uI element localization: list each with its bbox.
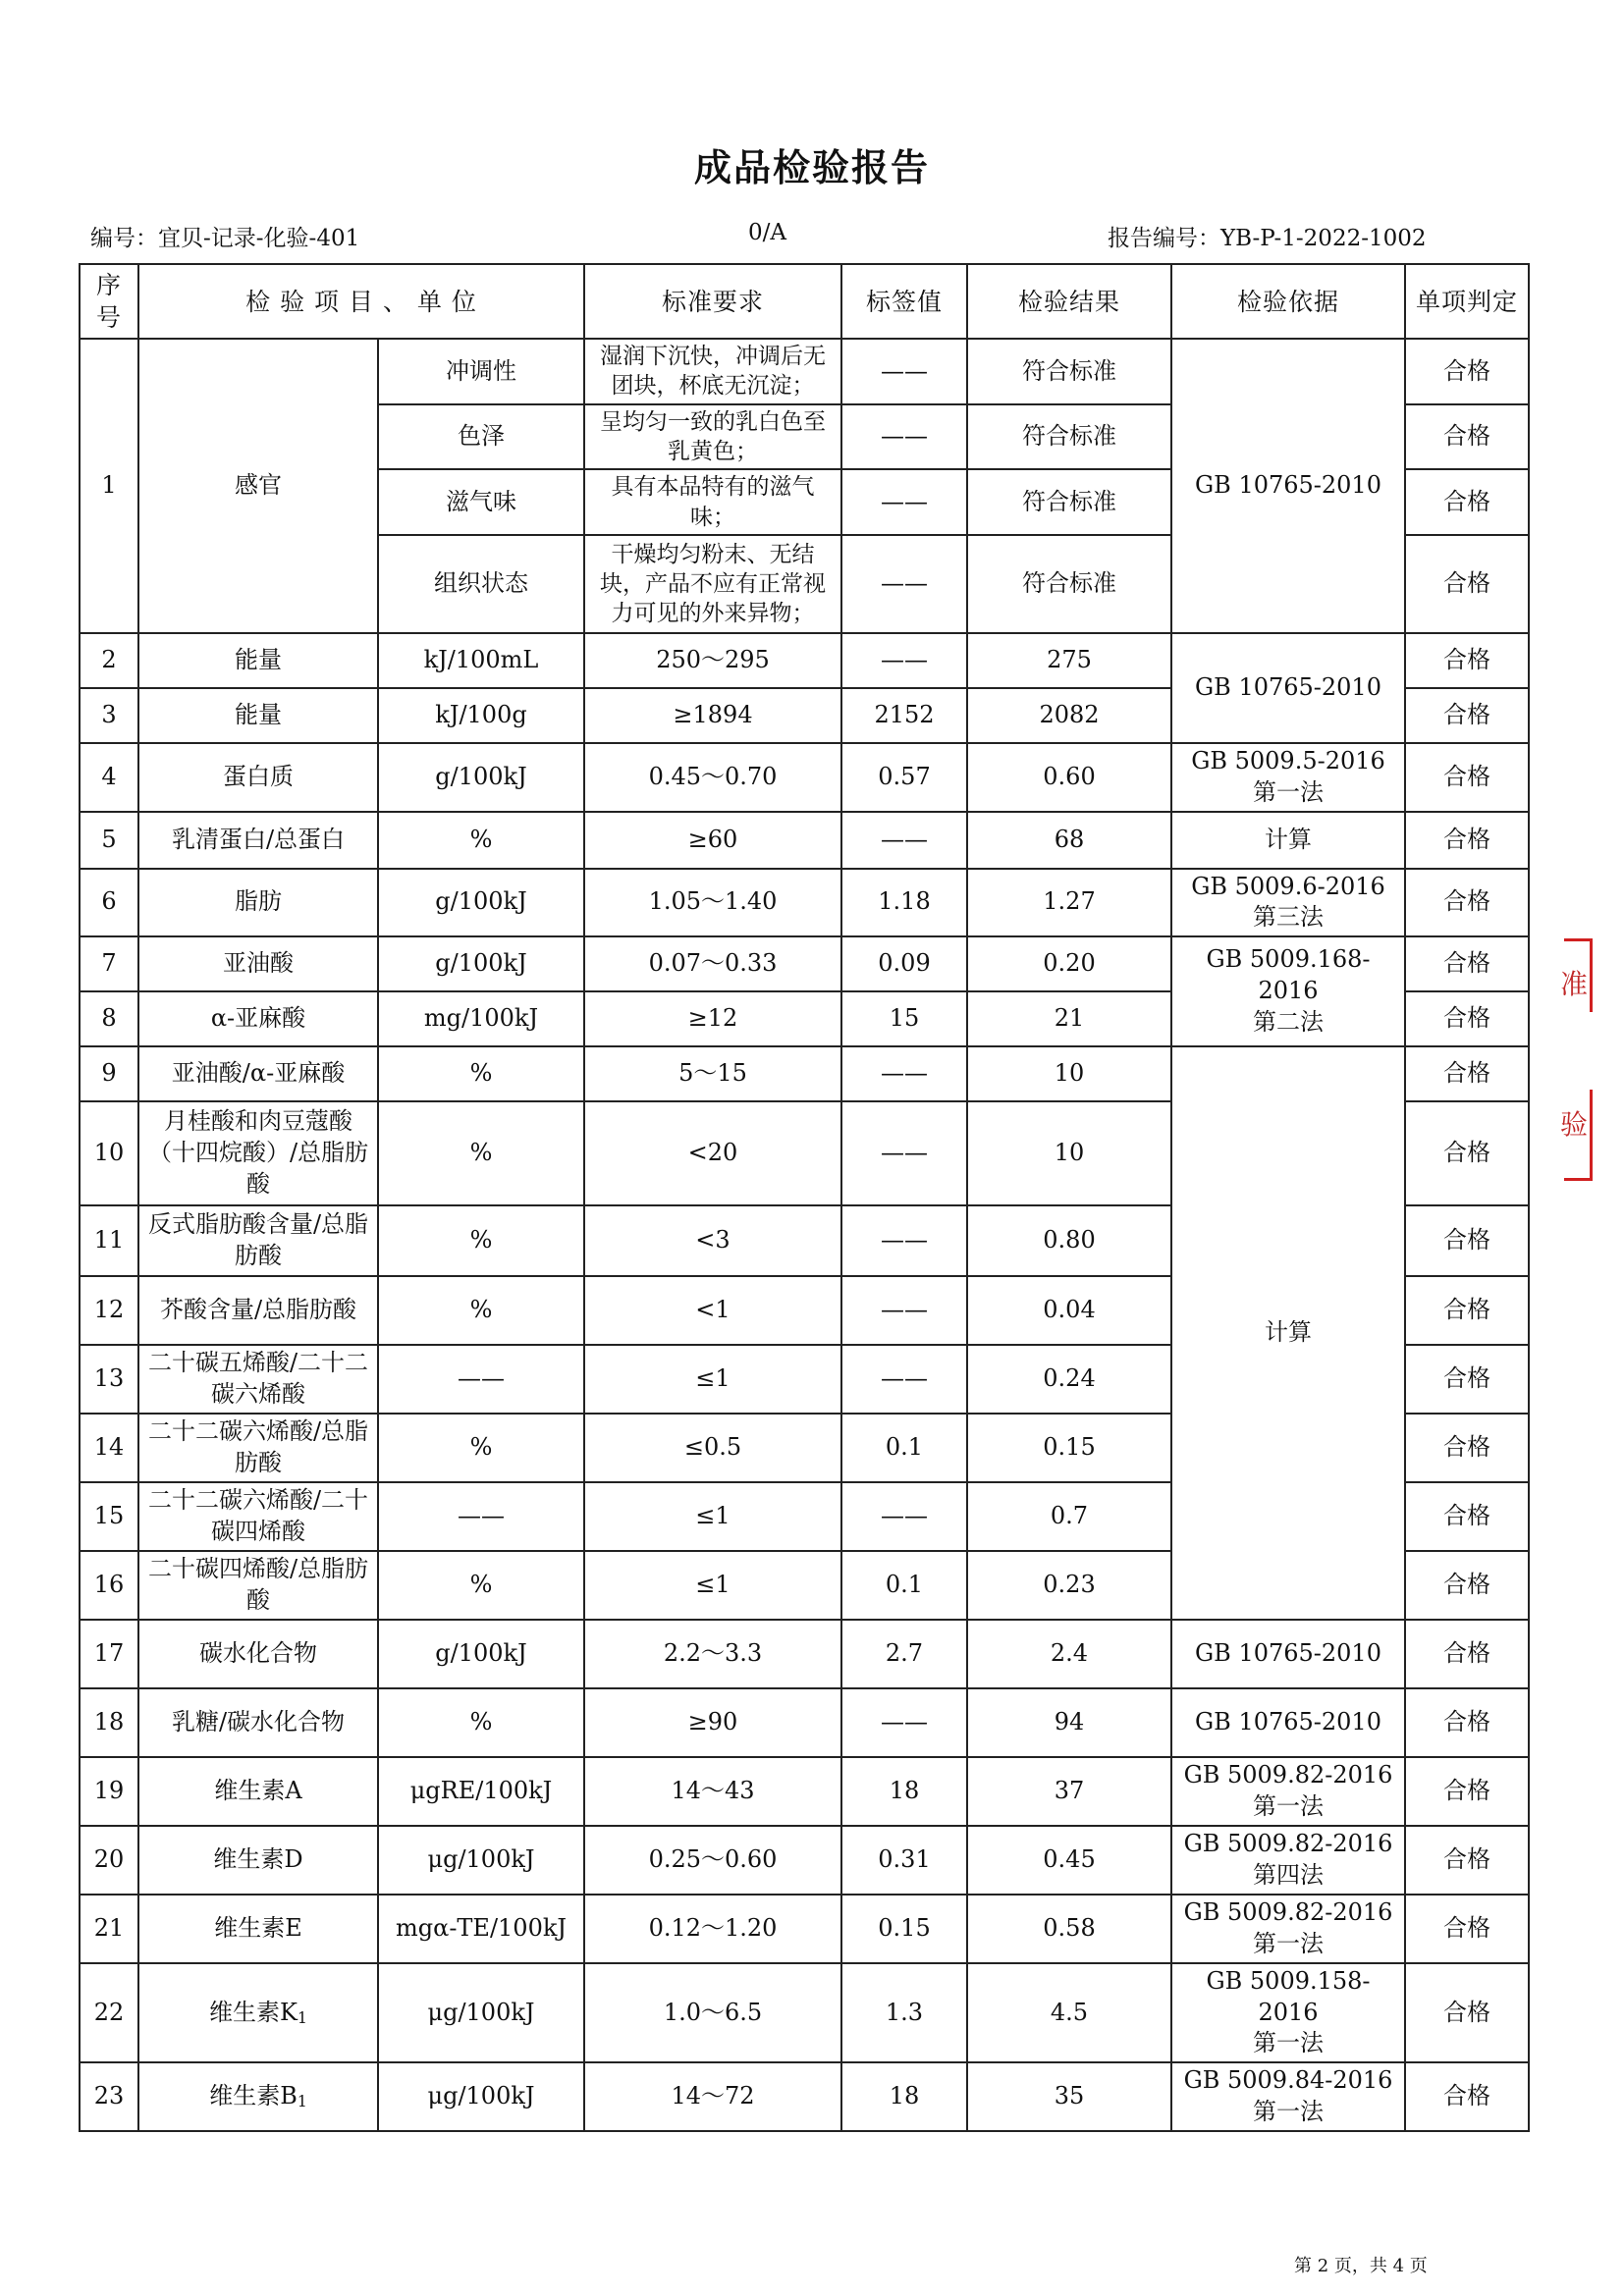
- test-basis: [1171, 936, 1405, 1046]
- label-value: 2152: [841, 688, 967, 743]
- row-seq: 1: [80, 339, 138, 633]
- unit: ——: [378, 1482, 584, 1551]
- basis-method-variant: 第三法: [1253, 903, 1324, 932]
- table-row: [80, 869, 1529, 936]
- row-seq: 17: [80, 1620, 138, 1688]
- test-result: 0.7: [967, 1482, 1171, 1551]
- test-result: 10: [967, 1046, 1171, 1101]
- header-seq: 序号: [80, 264, 138, 339]
- test-result: 35: [967, 2062, 1171, 2131]
- test-result: 符合标准: [967, 535, 1171, 633]
- table-row: [80, 1826, 1529, 1895]
- inspection-table: [79, 263, 1530, 2132]
- unit: kJ/100mL: [378, 633, 584, 688]
- test-result: 1.27: [967, 869, 1171, 936]
- unit: mgα-TE/100kJ: [378, 1895, 584, 1963]
- item-name: [138, 1414, 378, 1482]
- row-seq: 19: [80, 1757, 138, 1826]
- row-seq: 15: [80, 1482, 138, 1551]
- item-name-text: 脂肪: [235, 887, 282, 916]
- item-name-text: 亚油酸: [223, 949, 294, 977]
- test-result: 0.60: [967, 743, 1171, 811]
- judgment: 合格: [1405, 1895, 1529, 1963]
- item-name-text: α-亚麻酸: [210, 1004, 306, 1032]
- item-name-text: 能量: [235, 646, 282, 674]
- item-subscript: 1: [298, 2008, 307, 2027]
- test-result: 2.4: [967, 1620, 1171, 1688]
- label-value: ——: [841, 633, 967, 688]
- red-seal-bottom: 验: [1564, 1090, 1593, 1181]
- standard-requirement: ≥1894: [584, 688, 841, 743]
- item-name: [138, 991, 378, 1046]
- test-result: 68: [967, 812, 1171, 869]
- item-name: [138, 1205, 378, 1276]
- standard-requirement: <3: [584, 1205, 841, 1276]
- judgment: 合格: [1405, 1205, 1529, 1276]
- row-seq: 4: [80, 743, 138, 811]
- basis-method-variant: 第一法: [1253, 1791, 1324, 1820]
- unit: %: [378, 1101, 584, 1205]
- item-name: [138, 1895, 378, 1963]
- judgment: 合格: [1405, 1345, 1529, 1414]
- unit: mg/100kJ: [378, 991, 584, 1046]
- item-name-text: 碳水化合物: [199, 1639, 317, 1667]
- document-code: 编号：宜贝-记录-化验-401: [90, 226, 360, 251]
- red-seal-top: 准: [1564, 938, 1593, 1012]
- basis-method-variant: 第一法: [1253, 1929, 1324, 1957]
- unit: kJ/100g: [378, 688, 584, 743]
- standard-requirement: 1.05～1.40: [584, 869, 841, 936]
- test-basis: GB 10765-2010: [1171, 339, 1405, 633]
- item-name-text: 乳糖/碳水化合物: [171, 1708, 346, 1735]
- item-name: [138, 1963, 378, 2062]
- test-basis: GB 10765-2010: [1171, 633, 1405, 743]
- label-value: 1.3: [841, 1963, 967, 2062]
- test-result: 4.5: [967, 1963, 1171, 2062]
- row-seq: 3: [80, 688, 138, 743]
- unit: %: [378, 1276, 584, 1345]
- standard-requirement: 0.45～0.70: [584, 743, 841, 811]
- judgment: 合格: [1405, 991, 1529, 1046]
- label-value: 18: [841, 2062, 967, 2131]
- unit: g/100kJ: [378, 936, 584, 991]
- row-seq: 8: [80, 991, 138, 1046]
- judgment: 合格: [1405, 2062, 1529, 2131]
- test-basis: GB 10765-2010: [1171, 1688, 1405, 1757]
- row-seq: 6: [80, 869, 138, 936]
- judgment: 合格: [1405, 469, 1529, 535]
- item-name: [138, 1276, 378, 1345]
- test-result: 37: [967, 1757, 1171, 1826]
- test-basis: 计算: [1171, 812, 1405, 869]
- standard-requirement: 1.0～6.5: [584, 1963, 841, 2062]
- judgment: 合格: [1405, 1276, 1529, 1345]
- test-result: 0.23: [967, 1551, 1171, 1620]
- item-name-text: 蛋白质: [223, 762, 294, 790]
- sub-item-name: 组织状态: [378, 535, 584, 633]
- item-name-text: 二十碳四烯酸/总脂肪酸: [147, 1555, 369, 1614]
- item-name-text: 维生素B: [209, 2082, 298, 2110]
- label-value: ——: [841, 469, 967, 535]
- item-subscript: 1: [297, 2093, 307, 2111]
- row-seq: 7: [80, 936, 138, 991]
- page-number: 第 2 页，共 4 页: [1294, 2256, 1428, 2276]
- test-result: 0.15: [967, 1414, 1171, 1482]
- header-basis: 检验依据: [1171, 264, 1405, 339]
- basis-method: GB 5009.82-2016: [1183, 1761, 1393, 1789]
- row-seq: 21: [80, 1895, 138, 1963]
- test-result: 0.20: [967, 936, 1171, 991]
- table-row: [80, 1895, 1529, 1963]
- table-row: [80, 2062, 1529, 2131]
- sub-item-name: 冲调性: [378, 339, 584, 404]
- row-seq: 11: [80, 1205, 138, 1276]
- judgment: 合格: [1405, 1688, 1529, 1757]
- unit: g/100kJ: [378, 1620, 584, 1688]
- judgment: 合格: [1405, 869, 1529, 936]
- basis-method: GB 5009.82-2016: [1183, 1830, 1393, 1858]
- test-result: 21: [967, 991, 1171, 1046]
- row-seq: 20: [80, 1826, 138, 1895]
- standard-requirement: ≥90: [584, 1688, 841, 1757]
- table-row: [80, 1963, 1529, 2062]
- label-value: ——: [841, 339, 967, 404]
- row-seq: 14: [80, 1414, 138, 1482]
- item-name: [138, 1101, 378, 1205]
- standard-requirement: 14～72: [584, 2062, 841, 2131]
- basis-method: GB 5009.158-2016: [1206, 1966, 1371, 2026]
- test-result: 符合标准: [967, 339, 1171, 404]
- basis-method: GB 5009.82-2016: [1183, 1898, 1393, 1927]
- item-name-text: 维生素D: [213, 1845, 303, 1873]
- item-name-text: 能量: [235, 701, 282, 729]
- item-name: [138, 869, 378, 936]
- basis-method-variant: 第一法: [1253, 2029, 1324, 2057]
- item-name: [138, 1620, 378, 1688]
- basis-method: GB 5009.5-2016: [1191, 747, 1385, 775]
- test-basis: [1171, 869, 1405, 936]
- row-seq: 22: [80, 1963, 138, 2062]
- basis-method-variant: 第二法: [1253, 1007, 1324, 1036]
- test-result: 0.04: [967, 1276, 1171, 1345]
- sub-item-name: 色泽: [378, 404, 584, 470]
- item-name: [138, 1046, 378, 1101]
- standard-requirement: 0.07～0.33: [584, 936, 841, 991]
- row-seq: 23: [80, 2062, 138, 2131]
- unit: %: [378, 1205, 584, 1276]
- standard-requirement: 呈均匀一致的乳白色至乳黄色；: [584, 404, 841, 470]
- table-row: [80, 1757, 1529, 1826]
- row-seq: 2: [80, 633, 138, 688]
- table-row: [80, 1688, 1529, 1757]
- item-name: [138, 743, 378, 811]
- unit: %: [378, 1688, 584, 1757]
- item-name: [138, 633, 378, 688]
- judgment: 合格: [1405, 812, 1529, 869]
- label-value: ——: [841, 535, 967, 633]
- label-value: 0.15: [841, 1895, 967, 1963]
- unit: μg/100kJ: [378, 1826, 584, 1895]
- test-result: 0.80: [967, 1205, 1171, 1276]
- standard-requirement: ≥12: [584, 991, 841, 1046]
- header-judgment: 单项判定: [1405, 264, 1529, 339]
- table-row: [80, 1046, 1529, 1101]
- item-name-text: 维生素E: [214, 1914, 302, 1942]
- label-value: 0.09: [841, 936, 967, 991]
- report-number: 报告编号：YB-P-1-2022-1002: [1108, 226, 1427, 251]
- unit: g/100kJ: [378, 869, 584, 936]
- standard-requirement: 具有本品特有的滋气味；: [584, 469, 841, 535]
- item-name: [138, 1551, 378, 1620]
- row-seq: 10: [80, 1101, 138, 1205]
- basis-method: GB 5009.84-2016: [1183, 2066, 1393, 2095]
- row-seq: 12: [80, 1276, 138, 1345]
- basis-method: GB 5009.168-2016: [1206, 945, 1371, 1004]
- unit: %: [378, 1551, 584, 1620]
- item-name-text: 乳清蛋白/总蛋白: [171, 825, 346, 853]
- item-name-text: 反式脂肪酸含量/总脂肪酸: [147, 1210, 369, 1269]
- row-seq: 5: [80, 812, 138, 869]
- label-value: 1.18: [841, 869, 967, 936]
- basis-method: GB 5009.6-2016: [1191, 872, 1385, 900]
- basis-method-variant: 第四法: [1253, 1860, 1324, 1889]
- judgment: 合格: [1405, 936, 1529, 991]
- table-row: [80, 1620, 1529, 1688]
- item-name: [138, 812, 378, 869]
- item-name: [138, 1688, 378, 1757]
- header-item-unit: 检 验 项 目 、 单 位: [138, 264, 584, 339]
- label-value: ——: [841, 1205, 967, 1276]
- label-value: 18: [841, 1757, 967, 1826]
- judgment: 合格: [1405, 1046, 1529, 1101]
- item-name-text: 二十二碳六烯酸/二十碳四烯酸: [147, 1486, 369, 1545]
- label-value: 0.57: [841, 743, 967, 811]
- header-label-value: 标签值: [841, 264, 967, 339]
- test-basis: [1171, 1895, 1405, 1963]
- row-seq: 16: [80, 1551, 138, 1620]
- judgment: 合格: [1405, 339, 1529, 404]
- label-value: ——: [841, 404, 967, 470]
- standard-requirement: <1: [584, 1276, 841, 1345]
- item-name: [138, 936, 378, 991]
- unit: %: [378, 1046, 584, 1101]
- item-name-text: 月桂酸和肉豆蔻酸（十四烷酸）/总脂肪酸: [147, 1107, 369, 1198]
- item-name-text: 维生素K: [209, 1998, 298, 2026]
- test-result: 符合标准: [967, 404, 1171, 470]
- row-seq: 9: [80, 1046, 138, 1101]
- label-value: ——: [841, 1688, 967, 1757]
- unit: ——: [378, 1345, 584, 1414]
- basis-method-variant: 第一法: [1253, 777, 1324, 806]
- judgment: 合格: [1405, 1757, 1529, 1826]
- item-name-text: 亚油酸/α-亚麻酸: [171, 1059, 346, 1087]
- standard-requirement: ≥60: [584, 812, 841, 869]
- judgment: 合格: [1405, 1826, 1529, 1895]
- label-value: ——: [841, 1046, 967, 1101]
- unit: g/100kJ: [378, 743, 584, 811]
- table-row: [80, 743, 1529, 811]
- test-result: 0.45: [967, 1826, 1171, 1895]
- table-row: [80, 339, 1529, 404]
- label-value: 2.7: [841, 1620, 967, 1688]
- test-basis: [1171, 743, 1405, 811]
- judgment: 合格: [1405, 1551, 1529, 1620]
- judgment: 合格: [1405, 1414, 1529, 1482]
- label-value: ——: [841, 812, 967, 869]
- judgment: 合格: [1405, 743, 1529, 811]
- test-basis: GB 10765-2010: [1171, 1620, 1405, 1688]
- label-value: 15: [841, 991, 967, 1046]
- label-value: ——: [841, 1276, 967, 1345]
- judgment: 合格: [1405, 1482, 1529, 1551]
- unit: μg/100kJ: [378, 1963, 584, 2062]
- item-name: [138, 1482, 378, 1551]
- judgment: 合格: [1405, 535, 1529, 633]
- standard-requirement: 干燥均匀粉末、无结块，产品不应有正常视力可见的外来异物；: [584, 535, 841, 633]
- standard-requirement: 5～15: [584, 1046, 841, 1101]
- table-header-row: [80, 264, 1529, 339]
- standard-requirement: 湿润下沉快，冲调后无团块，杯底无沉淀；: [584, 339, 841, 404]
- item-name: [138, 1757, 378, 1826]
- standard-requirement: <20: [584, 1101, 841, 1205]
- label-value: ——: [841, 1482, 967, 1551]
- judgment: 合格: [1405, 1101, 1529, 1205]
- item-name: [138, 1826, 378, 1895]
- test-basis: [1171, 1757, 1405, 1826]
- test-result: 0.24: [967, 1345, 1171, 1414]
- judgment: 合格: [1405, 404, 1529, 470]
- row-seq: 18: [80, 1688, 138, 1757]
- header-standard: 标准要求: [584, 264, 841, 339]
- standard-requirement: 2.2～3.3: [584, 1620, 841, 1688]
- report-title: 成品检验报告: [693, 146, 930, 189]
- item-name-text: 芥酸含量/总脂肪酸: [159, 1296, 357, 1323]
- judgment: 合格: [1405, 1963, 1529, 2062]
- unit: μgRE/100kJ: [378, 1757, 584, 1826]
- row-seq: 13: [80, 1345, 138, 1414]
- item-name: [138, 1345, 378, 1414]
- test-result: 符合标准: [967, 469, 1171, 535]
- label-value: 0.1: [841, 1551, 967, 1620]
- label-value: ——: [841, 1345, 967, 1414]
- standard-requirement: ≤1: [584, 1551, 841, 1620]
- item-name: [138, 688, 378, 743]
- label-value: ——: [841, 1101, 967, 1205]
- sub-item-name: 滋气味: [378, 469, 584, 535]
- test-basis: [1171, 1963, 1405, 2062]
- test-result: 94: [967, 1688, 1171, 1757]
- test-basis: 计算: [1171, 1046, 1405, 1620]
- item-name-text: 二十碳五烯酸/二十二碳六烯酸: [147, 1349, 369, 1408]
- table-row: [80, 936, 1529, 991]
- item-name-text: 二十二碳六烯酸/总脂肪酸: [147, 1417, 369, 1476]
- test-basis: [1171, 1826, 1405, 1895]
- standard-requirement: ≤0.5: [584, 1414, 841, 1482]
- judgment: 合格: [1405, 633, 1529, 688]
- test-basis: [1171, 2062, 1405, 2131]
- unit: %: [378, 812, 584, 869]
- standard-requirement: 250～295: [584, 633, 841, 688]
- item-name: 感官: [138, 339, 378, 633]
- document-revision: 0/A: [748, 220, 786, 245]
- test-result: 275: [967, 633, 1171, 688]
- standard-requirement: 0.12～1.20: [584, 1895, 841, 1963]
- label-value: 0.31: [841, 1826, 967, 1895]
- standard-requirement: ≤1: [584, 1482, 841, 1551]
- unit: %: [378, 1414, 584, 1482]
- item-name-text: 维生素A: [214, 1777, 302, 1804]
- standard-requirement: 0.25～0.60: [584, 1826, 841, 1895]
- judgment: 合格: [1405, 1620, 1529, 1688]
- judgment: 合格: [1405, 688, 1529, 743]
- standard-requirement: 14～43: [584, 1757, 841, 1826]
- test-result: 2082: [967, 688, 1171, 743]
- test-result: 0.58: [967, 1895, 1171, 1963]
- test-result: 10: [967, 1101, 1171, 1205]
- header-result: 检验结果: [967, 264, 1171, 339]
- basis-method-variant: 第一法: [1253, 2097, 1324, 2125]
- label-value: 0.1: [841, 1414, 967, 1482]
- standard-requirement: ≤1: [584, 1345, 841, 1414]
- table-row: [80, 812, 1529, 869]
- table-row: [80, 633, 1529, 688]
- unit: μg/100kJ: [378, 2062, 584, 2131]
- item-name: [138, 2062, 378, 2131]
